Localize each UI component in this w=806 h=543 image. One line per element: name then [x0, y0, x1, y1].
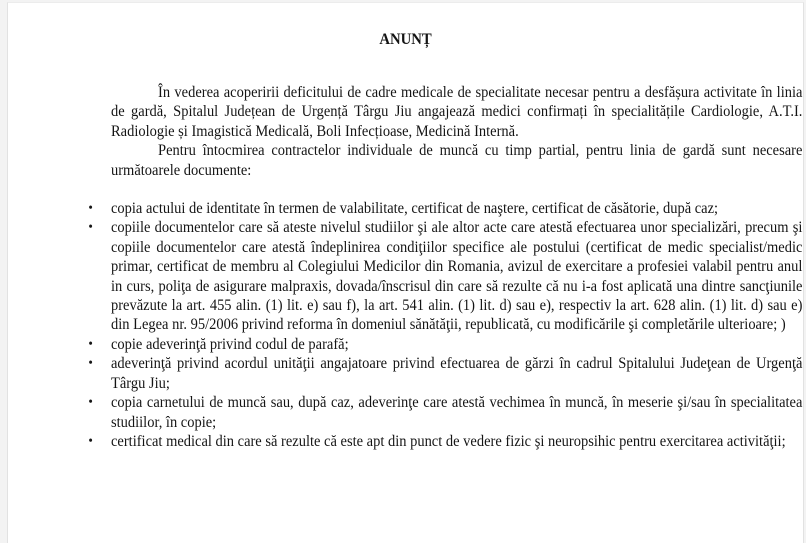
requirement-item: [88, 335, 802, 354]
requirement-item: [88, 199, 802, 218]
requirement-item: [88, 393, 803, 432]
requirement-text: adeverinţă privind acordul unităţii angajatoare privind efectuarea de gărzi în cadrul Spitalului Judeţean de Urgenţă Târgu Jiu;: [111, 355, 803, 392]
requirement-item: [88, 354, 803, 393]
bullet-icon: •: [88, 356, 93, 372]
spacer: [111, 180, 802, 199]
bullet-icon: •: [88, 433, 93, 449]
requirement-text: certificat medical din care să rezulte că este apt din punct de vedere fizic şi neuropsihic pentru exercitarea activităţii;: [111, 432, 786, 450]
requirement-item: [88, 432, 802, 451]
bullet-icon: •: [88, 220, 93, 236]
requirement-item: [88, 218, 803, 334]
requirement-text: copiile documentelor care să ateste nivelul studiilor şi ale altor acte care atestă efectuarea unor specializări, precum şi copiile documentelor care atestă îndeplinirea condiţiilor specifice ale postului (certificat de medic specialist/medic primar, certificat de membru al Colegiului Medicilor din Romania, avizul de exercitare a profesiei valabil pentru anul in curs, poliţa de asigurare malpraxis, dovada/înscrisul din care să rezulte că nu i-a fost aplicată una dintre sancţiunile prevăzute la art. 455 alin. (1) lit. e) sau f), la art. 541 alin. (1) lit. d) sau e), respectiv la art. 628 alin. (1) lit. d) sau e) din Legea nr. 95/2006 privind reforma în domeniul sănătăţii, republicată, cu modificările şi completările ulterioare; ): [111, 219, 803, 334]
bullet-icon: •: [88, 201, 93, 217]
requirements-list: [88, 199, 803, 451]
intro-paragraph: În vederea acoperirii deficitului de cadre medicale de specialitate necesar pentru a desfășura activitate în linia de gardă, Spitalul Județean de Urgență Târgu Jiu angajează medici confirmați în specialitățile Cardiologie, A.T.I. Radiologie și Imagistică Medicală, Boli Infecțioase, Medicină Internă.: [111, 84, 803, 140]
document-page: [7, 2, 804, 543]
requirement-text: copie adeverinţă privind codul de parafă;: [111, 335, 349, 353]
bullet-icon: •: [88, 395, 93, 411]
bullet-icon: •: [88, 336, 93, 352]
requirement-text: copia carnetului de muncă sau, după caz, adeverinţe care atestă vechimea în muncă, în meserie şi/sau în specialitatea studiilor, în copie;: [111, 394, 803, 431]
requirement-text: copia actului de identitate în termen de valabilitate, certificat de naştere, certificat de căsătorie, după caz;: [111, 200, 719, 218]
documents-intro-paragraph: Pentru întocmirea contractelor individuale de muncă cu timp partial, pentru linia de gardă sunt necesare următoarele documente:: [111, 142, 803, 179]
document-title: ANUNȚ: [379, 31, 432, 48]
document-body: [88, 83, 803, 451]
